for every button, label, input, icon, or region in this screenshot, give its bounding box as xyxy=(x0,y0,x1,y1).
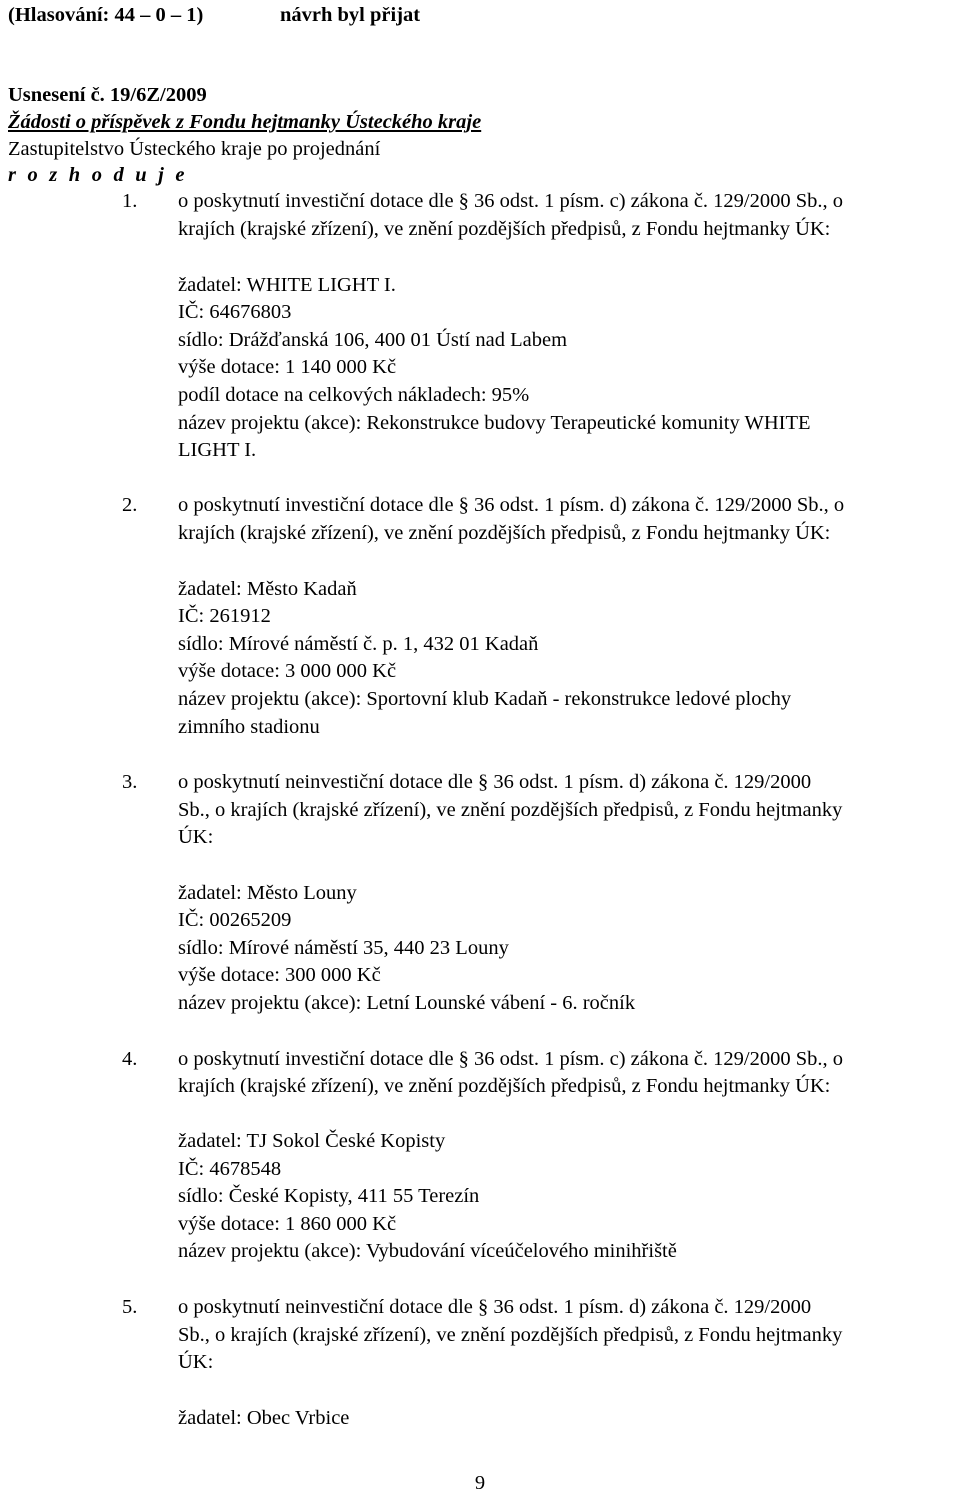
address: sídlo: České Kopisty, 411 55 Terezín xyxy=(178,1185,480,1207)
address: sídlo: Drážďanská 106, 400 01 Ústí nad Labem xyxy=(178,329,568,351)
item-text: Sb., o krajích (krajské zřízení), ve znění pozdějších předpisů, z Fondu hejtmanky xyxy=(178,799,843,821)
page-number: 9 xyxy=(474,1472,486,1494)
item-text: krajích (krajské zřízení), ve znění pozdějších předpisů, z Fondu hejtmanky ÚK: xyxy=(178,522,831,544)
item-number: 1. xyxy=(122,190,138,212)
address: sídlo: Mírové náměstí 35, 440 23 Louny xyxy=(178,937,509,959)
project-name-cont: zimního stadionu xyxy=(178,716,320,738)
item-text: Sb., o krajích (krajské zřízení), ve znění pozdějších předpisů, z Fondu hejtmanky xyxy=(178,1324,843,1346)
grant-amount: výše dotace: 1 860 000 Kč xyxy=(178,1213,397,1235)
item-text: ÚK: xyxy=(178,1351,214,1373)
item-text: krajích (krajské zřízení), ve znění pozdějších předpisů, z Fondu hejtmanky ÚK: xyxy=(178,1075,831,1097)
applicant: žadatel: TJ Sokol České Kopisty xyxy=(178,1130,446,1152)
item-number: 5. xyxy=(122,1296,138,1318)
grant-amount: výše dotace: 3 000 000 Kč xyxy=(178,660,397,682)
grant-amount: výše dotace: 300 000 Kč xyxy=(178,964,381,986)
item-text: o poskytnutí investiční dotace dle § 36 odst. 1 písm. d) zákona č. 129/2000 Sb., o xyxy=(178,494,845,516)
item-text: o poskytnutí investiční dotace dle § 36 odst. 1 písm. c) zákona č. 129/2000 Sb., o xyxy=(178,190,844,212)
grant-share: podíl dotace na celkových nákladech: 95% xyxy=(178,384,530,406)
company-id: IČ: 261912 xyxy=(178,605,271,627)
company-id: IČ: 64676803 xyxy=(178,301,292,323)
item-number: 2. xyxy=(122,494,138,516)
project-name: název projektu (akce): Rekonstrukce budovy Terapeutické komunity WHITE xyxy=(178,412,811,434)
item-text: o poskytnutí neinvestiční dotace dle § 36 odst. 1 písm. d) zákona č. 129/2000 xyxy=(178,771,812,793)
project-name: název projektu (akce): Letní Lounské vábení - 6. ročník xyxy=(178,992,636,1014)
resolution-title: Žádosti o příspěvek z Fondu hejtmanky Ústeckého kraje xyxy=(8,111,482,133)
project-name: název projektu (akce): Sportovní klub Kadaň - rekonstrukce ledové plochy xyxy=(178,688,792,710)
applicant: žadatel: Obec Vrbice xyxy=(178,1407,350,1429)
item-text: ÚK: xyxy=(178,826,214,848)
vote-result: (Hlasování: 44 – 0 – 1) xyxy=(8,4,204,26)
resolution-intro: Zastupitelstvo Ústeckého kraje po projednání xyxy=(8,138,381,160)
company-id: IČ: 00265209 xyxy=(178,909,292,931)
item-number: 3. xyxy=(122,771,138,793)
applicant: žadatel: Město Louny xyxy=(178,882,357,904)
project-name: název projektu (akce): Vybudování víceúčelového minihřiště xyxy=(178,1240,677,1262)
applicant: žadatel: WHITE LIGHT I. xyxy=(178,274,396,296)
resolution-decides: r o z h o d u j e xyxy=(8,164,188,186)
item-number: 4. xyxy=(122,1048,138,1070)
applicant: žadatel: Město Kadaň xyxy=(178,578,357,600)
grant-amount: výše dotace: 1 140 000 Kč xyxy=(178,356,397,378)
project-name-cont: LIGHT I. xyxy=(178,439,257,461)
item-text: krajích (krajské zřízení), ve znění pozdějších předpisů, z Fondu hejtmanky ÚK: xyxy=(178,218,831,240)
company-id: IČ: 4678548 xyxy=(178,1158,282,1180)
address: sídlo: Mírové náměstí č. p. 1, 432 01 Kadaň xyxy=(178,633,539,655)
resolution-number: Usnesení č. 19/6Z/2009 xyxy=(8,84,207,106)
item-text: o poskytnutí neinvestiční dotace dle § 36 odst. 1 písm. d) zákona č. 129/2000 xyxy=(178,1296,812,1318)
item-text: o poskytnutí investiční dotace dle § 36 odst. 1 písm. c) zákona č. 129/2000 Sb., o xyxy=(178,1048,844,1070)
vote-outcome: návrh byl přijat xyxy=(280,4,421,26)
